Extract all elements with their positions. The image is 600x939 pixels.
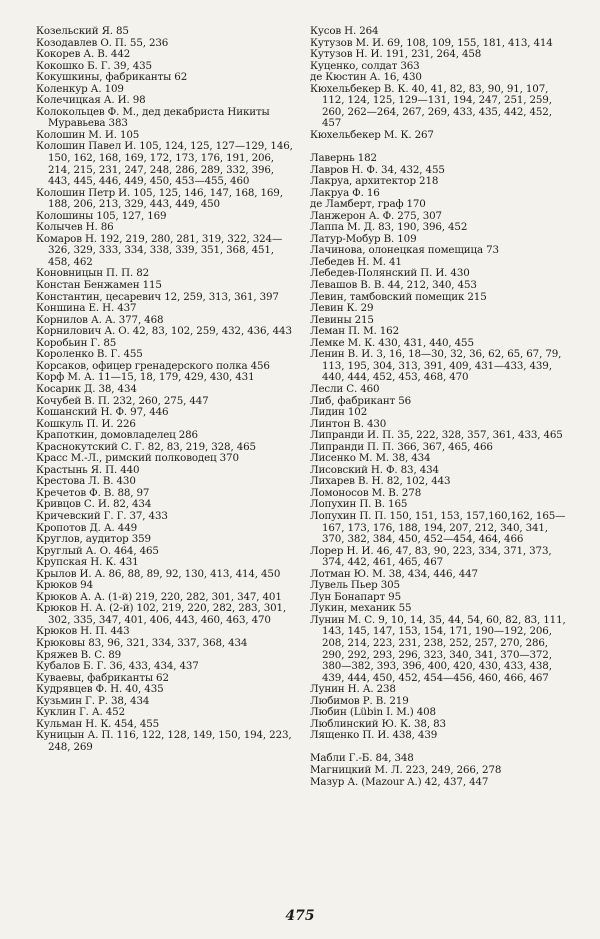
index-entry: Лисовский Н. Ф. 83, 434 <box>310 463 439 476</box>
index-entry: Лебедев-Полянский П. И. 430 <box>310 267 470 280</box>
index-entry: Крюков 94 <box>36 579 93 592</box>
index-entry: Коленкур А. 109 <box>36 82 124 95</box>
index-entry: Латур-Мобур В. 109 <box>310 232 417 245</box>
index-entry: Крастынь Я. П. 440 <box>36 463 140 476</box>
index-entry: Краснокутский С. Г. 82, 83, 219, 328, 465 <box>36 440 256 453</box>
index-entry: Колокольцев Ф. М., дед декабриста Никиты Муравьева 383 <box>36 105 270 130</box>
index-entry: Куценко, солдат 363 <box>310 59 420 72</box>
index-entry: Левин К. 29 <box>310 302 374 315</box>
index-entry: Лемке М. К. 430, 431, 440, 455 <box>310 336 474 349</box>
index-entry: Лувель Пьер 305 <box>310 579 400 592</box>
index-entry: Лопухин П. В. 165 <box>310 498 408 511</box>
index-entry: Мазур А. (Mazour A.) 42, 437, 447 <box>310 775 489 788</box>
index-entry: Лисенко М. М. 38, 434 <box>310 452 431 465</box>
index-entry: Лопухин П. П. 150, 151, 153, 157,160,162, 165—167, 173, 176, 188, 194, 207, 212, 340, 341, 370, 382, 384, 450, 452—454, 464, 466 <box>310 509 566 546</box>
index-entry: Красс М.-Л., римский полководец 370 <box>36 452 239 465</box>
index-entry: Ланжерон А. Ф. 275, 307 <box>310 209 442 222</box>
index-entry: Лебедев Н. М. 41 <box>310 255 402 268</box>
index-entry: Кричевский Г. Г. 37, 433 <box>36 509 168 522</box>
index-entry: Кропотов Д. А. 449 <box>36 521 138 534</box>
index-entry: Любин (Lübin I. M.) 408 <box>310 706 436 719</box>
right-column <box>310 26 572 788</box>
index-entry: Липранди П. П. 366, 367, 465, 466 <box>310 440 493 453</box>
index-entry: Крылов И. А. 86, 88, 89, 92, 130, 413, 414, 450 <box>36 567 281 580</box>
index-entry: Лун Бонапарт 95 <box>310 590 401 603</box>
index-entry: Комаров Н. 192, 219, 280, 281, 319, 322, 324—326, 329, 333, 334, 338, 339, 351, 368, 451, 458, 462 <box>36 232 283 268</box>
index-entry: Либ, фабрикант 56 <box>310 394 412 407</box>
entries-m <box>310 753 572 788</box>
entries-l <box>310 153 572 742</box>
index-entry: Круглов, аудитор 359 <box>36 533 151 546</box>
index-entry: Лидин 102 <box>310 406 368 419</box>
index-entry: Куницын А. П. 116, 122, 128, 149, 150, 194, 223, 248, 269 <box>36 729 292 753</box>
index-entry: Кусов Н. 264 <box>310 25 379 37</box>
index-entry: Лакруа Ф. 16 <box>310 186 380 199</box>
index-entry: Лаппа М. Д. 83, 190, 396, 452 <box>310 221 468 234</box>
index-entry: Козельский Я. 85 <box>36 25 129 37</box>
index-entry: Крюковы 83, 96, 321, 334, 337, 368, 434 <box>36 636 248 649</box>
index-entry: Кошкуль П. И. 226 <box>36 417 136 430</box>
index-entry: Лакруа, архитектор 218 <box>310 175 439 188</box>
index-entry: Константин, цесаревич 12, 259, 313, 361, 397 <box>36 290 279 303</box>
index-entry: Кокорев А. В. 442 <box>36 48 131 61</box>
index-entry: Кудрявцев Ф. Н. 40, 435 <box>36 683 164 696</box>
index-entry: Мабли Г.-Б. 84, 348 <box>310 752 414 765</box>
index-entry: Кульман Н. К. 454, 455 <box>36 717 160 730</box>
index-entry: Колошин Павел И. 105, 124, 125, 127—129, 146, 150, 162, 168, 169, 172, 173, 176, 191, 206, 214, 215, 231, 247, 248, 286, 289, 332, 396, 443, 445, 446, 449, 450, 453—455, 460 <box>36 140 293 188</box>
index-entry: Лачинова, олонецкая помещица 73 <box>310 244 499 257</box>
index-entry: Лященко П. И. 438, 439 <box>310 729 438 742</box>
index-entry: Короленко В. Г. 455 <box>36 348 143 361</box>
index-entry: Коновницын П. П. 82 <box>36 267 150 280</box>
index-entry: Корнилов А. А. 377, 468 <box>36 313 164 326</box>
index-entry: Колечицкая А. И. 98 <box>36 94 146 107</box>
index-entry: Кряжев В. С. 89 <box>36 648 122 661</box>
index-entry: Куклин Г. А. 452 <box>36 706 125 719</box>
index-entry: Лесли С. 460 <box>310 382 380 395</box>
index-entry: Кокушкины, фабриканты 62 <box>36 71 188 84</box>
index-entry: Колошин М. И. 105 <box>36 128 140 141</box>
index-entry: Люблинский Ю. К. 38, 83 <box>310 717 446 730</box>
index-entry: Кубалов Б. Г. 36, 433, 434, 437 <box>36 660 199 673</box>
index-entry: Липранди И. П. 35, 222, 328, 357, 361, 433, 465 <box>310 429 563 442</box>
index-entry: Кутузов М. И. 69, 108, 109, 155, 181, 413, 414 <box>310 36 553 49</box>
index-entry: Лорер Н. И. 46, 47, 83, 90, 223, 334, 371, 373, 374, 442, 461, 465, 467 <box>310 544 552 569</box>
index-entry: Лотман Ю. М. 38, 434, 446, 447 <box>310 567 478 580</box>
index-entry: Ленин В. И. 3, 16, 18—30, 32, 36, 62, 65, 67, 79, 113, 195, 304, 313, 391, 409, 431—433, 439, 440, 444, 452, 453, 468, 470 <box>310 348 562 384</box>
index-entry: Лукин, механик 55 <box>310 602 412 615</box>
index-entry: Крестова Л. В. 430 <box>36 475 136 488</box>
index-entry: Ломоносов М. В. 278 <box>310 486 422 499</box>
page-number: 475 <box>285 908 315 924</box>
index-entry: де Кюстин А. 16, 430 <box>310 71 422 84</box>
index-entry: Колошин Петр И. 105, 125, 146, 147, 168, 169, 188, 206, 213, 329, 443, 449, 450 <box>36 186 283 211</box>
index-entry: Куваевы, фабриканты 62 <box>36 671 169 684</box>
index-entry: Крюков Н. П. 443 <box>36 625 130 638</box>
index-entry: Кутузов Н. И. 191, 231, 264, 458 <box>310 48 482 61</box>
entries-k <box>310 26 572 141</box>
index-entry: Лунин Н. А. 238 <box>310 683 396 696</box>
index-entry: Кокошко Б. Г. 39, 435 <box>36 59 152 72</box>
index-entry: Левин, тамбовский помещик 215 <box>310 290 487 303</box>
index-entry: Констан Бенжамен 115 <box>36 279 162 292</box>
index-entry: Корсаков, офицер гренадерского полка 456 <box>36 359 270 372</box>
index-entry: Лавернь 182 <box>310 152 377 165</box>
index-entry: Корф М. А. 11—15, 18, 179, 429, 430, 431 <box>36 371 255 384</box>
index-entry: Кривцов С. И. 82, 434 <box>36 498 152 511</box>
index-entry: Кречетов Ф. В. 88, 97 <box>36 486 150 499</box>
index-entry: Лунин М. С. 9, 10, 14, 35, 44, 54, 60, 82, 83, 111, 143, 145, 147, 153, 154, 171, 190—192, 206, 208, 214, 223, 231, 238, 252, 257, 270, 286, 290, 292, 293, 296, 323, 340, 341, 370—372, 380—382, 393, 396, 400, 420, 430, 433, 438, 439, 444, 450, 452, 454—456, 460, 466, 467 <box>310 613 566 684</box>
index-entry: Коробьин Г. 85 <box>36 336 117 349</box>
index-entry: Леман П. М. 162 <box>310 325 399 338</box>
index-entry: Колошины 105, 127, 169 <box>36 209 167 222</box>
index-entry: Косарик Д. 38, 434 <box>36 382 137 395</box>
index-entry: Козодавлев О. П. 55, 236 <box>36 36 169 49</box>
index-entry: Кочубей В. П. 232, 260, 275, 447 <box>36 394 209 407</box>
index-entry: Кошанский Н. Ф. 97, 446 <box>36 406 169 419</box>
index-entry: Круглый А. О. 464, 465 <box>36 544 159 557</box>
index-entry: Крюков Н. А. (2-й) 102, 219, 220, 282, 283, 301, 302, 335, 347, 401, 406, 443, 460, 463, 470 <box>36 602 287 626</box>
index-entry: Кюхельбекер В. К. 40, 41, 82, 83, 90, 91, 107, 112, 124, 125, 129—131, 194, 247, 251, 259, 260, 262—264, 267, 269, 433, 435, 442, 452, 457 <box>310 82 552 130</box>
index-entry: Линтон В. 430 <box>310 417 387 430</box>
index-entry: Магницкий М. Л. 223, 249, 266, 278 <box>310 764 502 776</box>
index-entry: Коншина Е. Н. 437 <box>36 302 137 315</box>
index-entry: Колычев Н. 86 <box>36 221 114 234</box>
index-entry: Лавров Н. Ф. 34, 432, 455 <box>310 163 445 176</box>
left-column <box>36 26 298 753</box>
index-entry: Крапоткин, домовладелец 286 <box>36 429 198 442</box>
index-entry: Корнилович А. О. 42, 83, 102, 259, 432, 436, 443 <box>36 325 292 338</box>
index-entry: Левины 215 <box>310 313 374 326</box>
index-entry: Левашов В. В. 44, 212, 340, 453 <box>310 279 477 292</box>
index-entry: Кюхельбекер М. К. 267 <box>310 128 434 141</box>
index-entry: Крюков А. А. (1-й) 219, 220, 282, 301, 347, 401 <box>36 590 282 603</box>
index-entry: Крупская Н. К. 431 <box>36 556 139 569</box>
index-entry: Лихарев В. Н. 82, 102, 443 <box>310 475 451 488</box>
index-entry: Любимов Р. В. 219 <box>310 694 409 707</box>
index-entry: де Ламберт, граф 170 <box>310 198 426 211</box>
index-entry: Кузьмин Г. Р. 38, 434 <box>36 694 150 707</box>
